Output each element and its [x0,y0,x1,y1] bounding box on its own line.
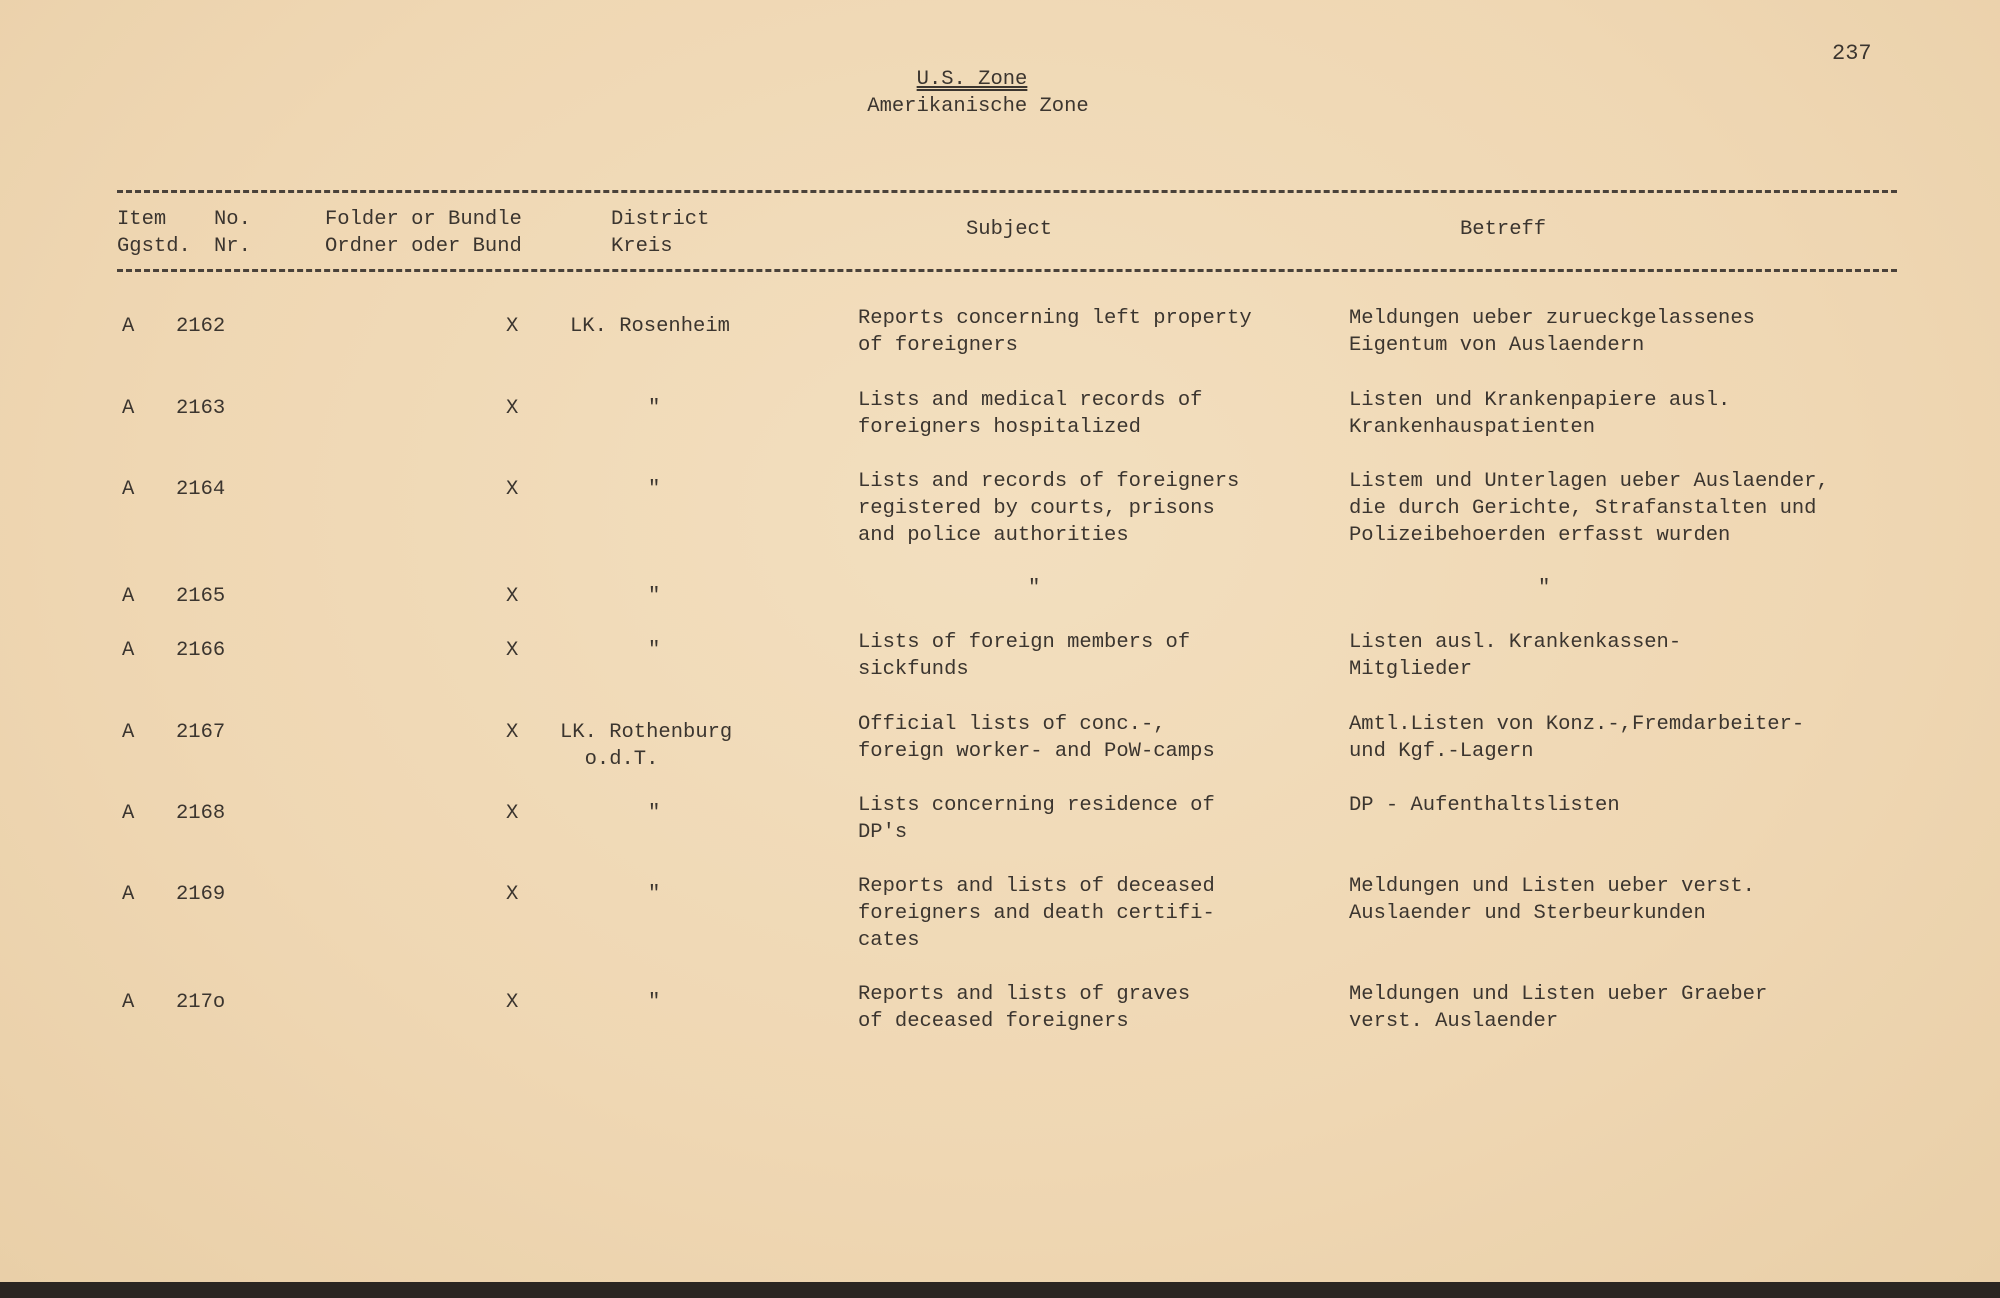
row-betreff: Listen und Krankenpapiere ausl. Krankenhauspatienten [1349,389,1731,439]
row-district: LK. Rosenheim [570,315,730,338]
row-folder-mark: X [506,639,519,662]
scan-edge [0,1282,2000,1298]
page-number: 237 [1832,41,1872,66]
row-district: " [648,639,661,662]
row-district: " [648,478,661,501]
row-item: A [122,802,135,825]
row-betreff: DP - Aufenthaltslisten [1349,794,1620,817]
header-district-de: Kreis [611,235,673,258]
row-subject: " [1028,577,1041,600]
row-folder-mark: X [506,802,519,825]
page-subtitle: Amerikanische Zone [867,95,1089,118]
row-number: 217o [176,991,226,1014]
row-subject: Reports and lists of graves of deceased foreigners [858,983,1191,1033]
row-number: 2163 [176,397,226,420]
row-district: " [648,991,661,1014]
row-subject: Lists and records of foreigners registered by courts, prisons and police authorities [858,470,1240,547]
row-item: A [122,883,135,906]
row-betreff: Listem und Unterlagen ueber Auslaender, die durch Gerichte, Strafanstalten und Polizeibehoerden erfasst wurden [1349,470,1829,547]
row-betreff: Meldungen und Listen ueber Graeber verst. Auslaender [1349,983,1768,1033]
row-district: " [648,883,661,906]
row-item: A [122,639,135,662]
row-subject: Reports and lists of deceased foreigners and death certifi- cates [858,875,1215,952]
row-item: A [122,991,135,1014]
header-subject: Subject [966,218,1053,241]
row-folder-mark: X [506,721,519,744]
row-item: A [122,721,135,744]
header-no-de: Nr. [214,235,251,258]
row-folder-mark: X [506,315,519,338]
row-number: 2166 [176,639,226,662]
row-item: A [122,478,135,501]
row-number: 2167 [176,721,226,744]
row-folder-mark: X [506,478,519,501]
row-number: 2162 [176,315,226,338]
row-betreff: " [1538,577,1551,600]
header-no: No. [214,208,251,231]
row-district: LK. Rothenburg o.d.T. [560,721,733,771]
header-district: District [611,208,710,231]
row-item: A [122,585,135,608]
row-subject: Lists concerning residence of DP's [858,794,1215,844]
page-title: U.S. Zone [916,68,1028,91]
row-district: " [648,397,661,420]
row-betreff: Meldungen und Listen ueber verst. Auslaender und Sterbeurkunden [1349,875,1755,925]
row-number: 2168 [176,802,226,825]
row-subject: Reports concerning left property of foreigners [858,307,1252,357]
row-number: 2165 [176,585,226,608]
row-folder-mark: X [506,883,519,906]
row-betreff: Amtl.Listen von Konz.-,Fremdarbeiter- und Kgf.-Lagern [1349,713,1805,763]
header-folder-de: Ordner oder Bund [325,235,522,258]
row-item: A [122,315,135,338]
row-district: " [648,585,661,608]
row-betreff: Meldungen ueber zurueckgelassenes Eigentum von Auslaendern [1349,307,1755,357]
header-folder: Folder or Bundle [325,208,522,231]
header-divider-top [117,190,1897,193]
row-subject: Official lists of conc.-, foreign worker- and PoW-camps [858,713,1215,763]
row-folder-mark: X [506,585,519,608]
row-subject: Lists of foreign members of sickfunds [858,631,1191,681]
row-number: 2169 [176,883,226,906]
row-item: A [122,397,135,420]
row-number: 2164 [176,478,226,501]
row-folder-mark: X [506,991,519,1014]
row-district: " [648,802,661,825]
header-item-de: Ggstd. [117,235,191,258]
row-subject: Lists and medical records of foreigners hospitalized [858,389,1203,439]
row-betreff: Listen ausl. Krankenkassen- Mitglieder [1349,631,1682,681]
header-divider-bottom [117,269,1897,272]
header-betreff: Betreff [1460,218,1547,241]
row-folder-mark: X [506,397,519,420]
header-item: Item [117,208,167,231]
